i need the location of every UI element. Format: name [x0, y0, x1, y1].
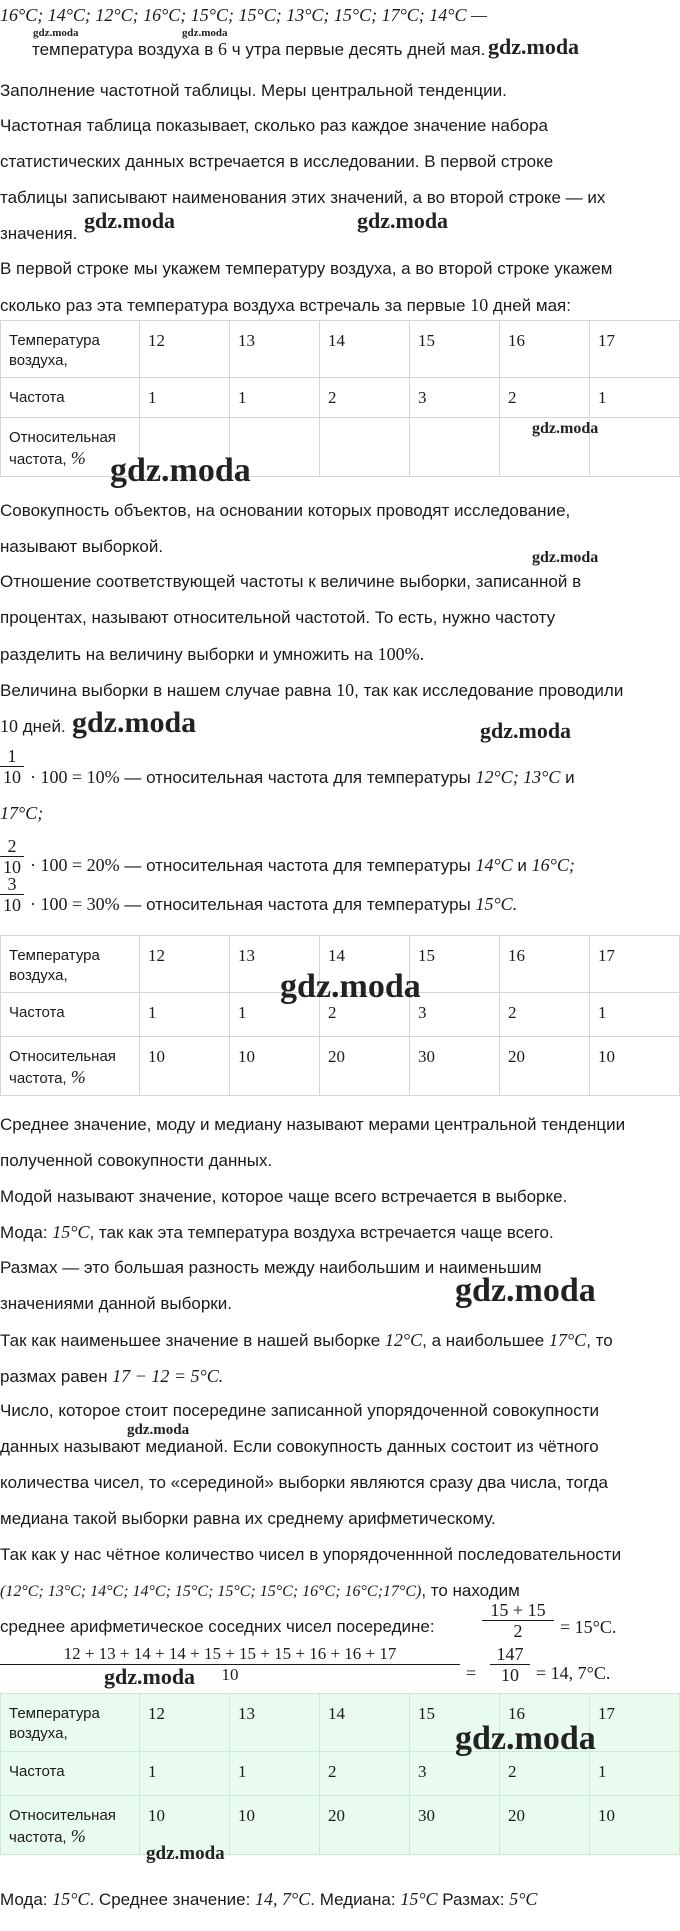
- paragraph-line: сколько раз эта температура воздуха встречаль за первые 10 дней мая:: [0, 295, 571, 315]
- watermark: gdz.moda: [480, 718, 572, 743]
- paragraph-line: Размах — это большая разность между наибольшим и наименьшим: [0, 1258, 542, 1277]
- watermark: gdz.moda: [84, 208, 176, 233]
- paragraph-line: Так как наименьшее значение в нашей выборке 12°C, а наибольшее 17°C, то: [0, 1330, 613, 1350]
- paragraph-line: Величина выборки в нашем случае равна 10, так как исследование проводили: [0, 680, 624, 700]
- rel-cell: 10: [230, 1037, 320, 1096]
- freq-cell: 1: [590, 378, 680, 418]
- freq-cell: 2: [320, 378, 410, 418]
- rel-cell: 10: [590, 1037, 680, 1096]
- paragraph-line: называют выборкой.: [0, 537, 164, 556]
- fraction-1-text: · 100 = 10% — относительная частота для температуры 12°C; 13°C и: [30, 767, 575, 787]
- watermark: gdz.moda: [357, 208, 449, 233]
- temp-cell: 15: [410, 321, 500, 378]
- freq-cell: 1: [590, 993, 680, 1037]
- fraction-1-continued: 17°C;: [0, 803, 44, 823]
- header-relative-frequency: Относительная частота, %: [1, 1037, 140, 1096]
- paragraph-line: Отношение соответствующей частоты к величине выборки, записанной в: [0, 572, 582, 591]
- rel-cell: 20: [320, 1796, 410, 1855]
- temp-cell: 14: [320, 1694, 410, 1752]
- header-temperature: Температура воздуха,: [1, 936, 140, 993]
- paragraph-line: Совокупность объектов, на основании которых проводят исследование,: [0, 501, 571, 520]
- paragraph-line: 10 дней.: [0, 716, 66, 736]
- temperature-description: температура воздуха в 6 ч утра первые десять дней мая.: [32, 39, 486, 59]
- temp-cell: 15: [410, 936, 500, 993]
- temp-cell: 13: [230, 321, 320, 378]
- header-temperature: Температура воздуха,: [1, 1694, 140, 1752]
- mean-fraction-2: 147 10: [490, 1644, 530, 1685]
- temp-cell: 16: [500, 1694, 590, 1752]
- temp-cell: 17: [590, 321, 680, 378]
- rel-cell: [320, 418, 410, 477]
- rel-cell: 20: [320, 1037, 410, 1096]
- paragraph-line: среднее арифметическое соседних чисел посередине:: [0, 1617, 435, 1636]
- header-frequency: Частота: [1, 378, 140, 418]
- paragraph-line: значениями данной выборки.: [0, 1294, 232, 1313]
- freq-cell: 2: [500, 1752, 590, 1796]
- rel-cell: 20: [500, 1037, 590, 1096]
- paragraph-line: статистических данных встречается в исследовании. В первой строке: [0, 152, 554, 171]
- watermark: gdz.moda: [280, 968, 421, 1005]
- mean-fraction: 12 + 13 + 14 + 14 + 15 + 15 + 15 + 16 + 16 + 17 10: [0, 1644, 460, 1685]
- temp-cell: 12: [140, 1694, 230, 1752]
- freq-cell: 2: [320, 1752, 410, 1796]
- header-frequency: Частота: [1, 1752, 140, 1796]
- watermark: gdz.moda: [182, 27, 228, 39]
- freq-cell: 2: [320, 993, 410, 1037]
- rel-cell: 30: [410, 1796, 500, 1855]
- header-frequency: Частота: [1, 993, 140, 1037]
- temperature-list: 16°C; 14°C; 12°C; 16°C; 15°C; 15°C; 13°C; 15°C; 17°C; 14°C —: [0, 5, 487, 25]
- paragraph-line: разделить на величину выборки и умножить на 100%.: [0, 644, 425, 664]
- temp-cell: 13: [230, 936, 320, 993]
- freq-cell: 1: [230, 993, 320, 1037]
- freq-cell: 3: [410, 1752, 500, 1796]
- temp-cell: 13: [230, 1694, 320, 1752]
- watermark: gdz.moda: [110, 452, 251, 489]
- fraction-2: 2 10: [0, 836, 24, 877]
- rel-cell: [590, 418, 680, 477]
- watermark: gdz.moda: [72, 706, 197, 739]
- freq-cell: 2: [500, 993, 590, 1037]
- paragraph-line: медиана такой выборки равна их среднему арифметическому.: [0, 1509, 496, 1528]
- paragraph-line: значения.: [0, 224, 78, 243]
- temp-cell: 16: [500, 321, 590, 378]
- temp-cell: 15: [410, 1694, 500, 1752]
- rel-cell: 20: [500, 1796, 590, 1855]
- watermark: gdz.moda: [127, 1422, 190, 1438]
- paragraph-line: Так как у нас чётное количество чисел в упорядоченнной последовательности: [0, 1545, 622, 1564]
- rel-cell: 10: [140, 1037, 230, 1096]
- freq-cell: 2: [500, 378, 590, 418]
- watermark: gdz.moda: [532, 420, 599, 437]
- median-result: = 15°C.: [560, 1617, 617, 1637]
- rel-cell: 10: [590, 1796, 680, 1855]
- freq-cell: 1: [590, 1752, 680, 1796]
- paragraph-line: Мода: 15°C, так как эта температура воздуха встречается чаще всего.: [0, 1222, 554, 1242]
- summary-line: Мода: 15°C. Среднее значение: 14, 7°C. Медиана: 15°C Размах: 5°C: [0, 1889, 538, 1909]
- header-temperature: Температура воздуха,: [1, 321, 140, 378]
- fraction-3-text: · 100 = 30% — относительная частота для температуры 15°C.: [30, 894, 518, 914]
- fraction-3: 3 10: [0, 874, 24, 915]
- freq-cell: 1: [230, 1752, 320, 1796]
- paragraph-line: размах равен 17 − 12 = 5°C.: [0, 1366, 224, 1386]
- temp-cell: 17: [590, 1694, 680, 1752]
- freq-cell: 1: [230, 378, 320, 418]
- header-relative-frequency: Относительная частота, %: [1, 1796, 140, 1855]
- paragraph-line: Число, которое стоит посередине записанной упорядоченной совокупности: [0, 1401, 600, 1420]
- fraction-2-text: · 100 = 20% — относительная частота для температуры 14°C и 16°C;: [30, 855, 575, 875]
- paragraph-line: данных называют медианой. Если совокупность данных состоит из чётного: [0, 1437, 599, 1456]
- watermark: gdz.moda: [33, 27, 79, 39]
- paragraph-line: (12°C; 13°C; 14°C; 14°C; 15°C; 15°C; 15°C; 16°C; 16°C;17°C), то находим: [0, 1581, 520, 1600]
- paragraph-line: таблицы записывают наименования этих значений, а во второй строке — их: [0, 188, 606, 207]
- freq-cell: 3: [410, 993, 500, 1037]
- freq-cell: 1: [140, 378, 230, 418]
- temp-cell: 16: [500, 936, 590, 993]
- paragraph-line: количества чисел, то «серединой» выборки являются сразу два числа, тогда: [0, 1473, 608, 1492]
- rel-cell: 30: [410, 1037, 500, 1096]
- paragraph-line: процентах, называют относительной частотой. То есть, нужно частоту: [0, 608, 556, 627]
- section-heading: Заполнение частотной таблицы. Меры центральной тенденции.: [0, 81, 507, 100]
- paragraph-line: Модой называют значение, которое чаще всего встречается в выборке.: [0, 1187, 568, 1206]
- watermark: gdz.moda: [532, 549, 599, 566]
- paragraph-line: В первой строке мы укажем температуру воздуха, а во второй строке укажем: [0, 259, 613, 278]
- freq-cell: 3: [410, 378, 500, 418]
- watermark: gdz.moda: [146, 1843, 225, 1864]
- rel-cell: 10: [140, 1796, 230, 1855]
- watermark: gdz.moda: [488, 34, 580, 59]
- temp-cell: 14: [320, 321, 410, 378]
- paragraph-line: Среднее значение, моду и медиану называют мерами центральной тенденции: [0, 1115, 626, 1134]
- rel-cell: [410, 418, 500, 477]
- watermark: gdz.moda: [455, 1720, 596, 1757]
- median-fraction: 15 + 15 2: [482, 1600, 554, 1641]
- mean-result: = 14, 7°C.: [536, 1663, 611, 1683]
- frequency-table-3: [0, 1693, 680, 1855]
- freq-cell: 1: [140, 1752, 230, 1796]
- frequency-table-2: [0, 935, 680, 1096]
- header-relative-frequency: Относительная частота, %: [1, 418, 140, 477]
- temp-cell: 14: [320, 936, 410, 993]
- paragraph-line: полученной совокупности данных.: [0, 1151, 273, 1170]
- temp-cell: 12: [140, 321, 230, 378]
- watermark: gdz.moda: [104, 1664, 196, 1689]
- mean-equals: =: [466, 1663, 477, 1683]
- temp-cell: 12: [140, 936, 230, 993]
- rel-cell: 10: [230, 1796, 320, 1855]
- watermark: gdz.moda: [455, 1272, 596, 1309]
- paragraph-line: Частотная таблица показывает, сколько раз каждое значение набора: [0, 116, 548, 135]
- frequency-table-1: [0, 320, 680, 477]
- temp-cell: 17: [590, 936, 680, 993]
- fraction-1: 1 10: [0, 746, 24, 787]
- freq-cell: 1: [140, 993, 230, 1037]
